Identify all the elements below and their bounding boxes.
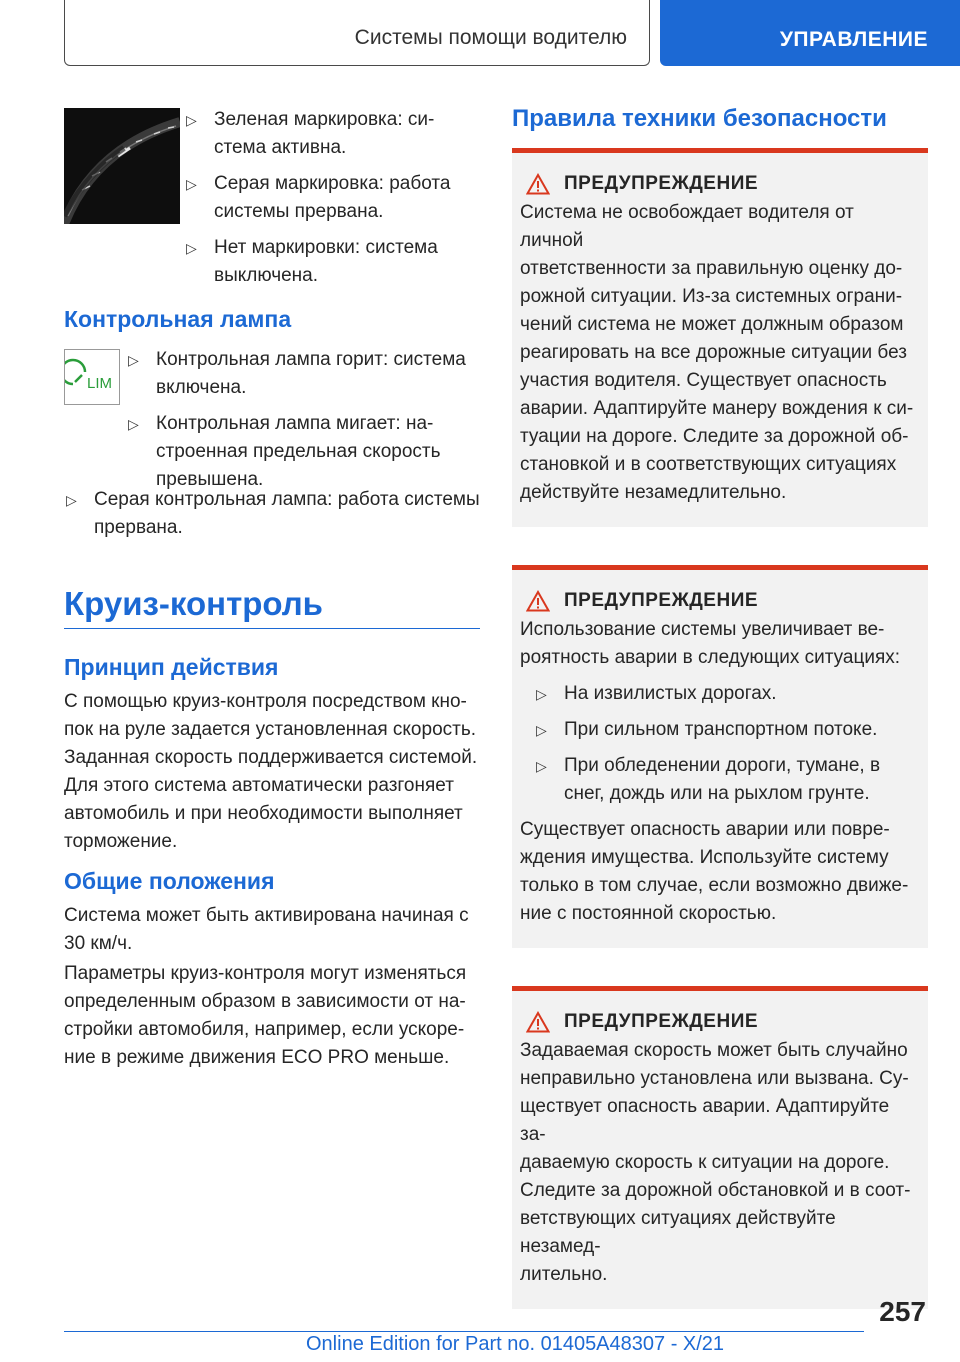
- triangle-bullet-icon: ▷: [536, 758, 547, 774]
- general-text-2: Параметры круиз-контроля могут изменяться определенным образом в зависимости от на- стройки автомобиля, например, если ускоре- ние в режиме движения ECO PRO меньше.: [64, 963, 467, 1068]
- list-item: ▷ Контрольная лампа мигает: на- строенная предельная скорость превышена.: [126, 410, 480, 494]
- warning-box: [512, 565, 928, 948]
- page-header: [0, 0, 960, 66]
- triangle-bullet-icon: ▷: [536, 722, 547, 738]
- list-item: ▷ На извилистых дорогах.: [534, 680, 920, 708]
- chapter-tab[interactable]: [660, 0, 960, 66]
- warning-box: [512, 986, 928, 1309]
- triangle-bullet-icon: ▷: [66, 492, 77, 508]
- warning-text: Задаваемая скорость может быть случайно неправильно установлена или вызвана. Су- ществует опасность аварии. Адаптируйте за- даваемую скорость к ситуации на дороге. Следите за дорожной обстановкой и в соот- ветствующих ситуациях действуйте незамед- лительно.: [520, 1040, 911, 1285]
- lim-indicator-lamp-icon: [64, 349, 120, 405]
- chapter-tab-label: УПРАВЛЕНИЕ: [779, 28, 928, 51]
- list-item: ▷ Серая маркировка: работа системы прервана.: [184, 170, 480, 226]
- speedometer-marking-image: [64, 108, 180, 224]
- warning-title: ПРЕДУПРЕЖДЕНИЕ: [526, 590, 920, 612]
- footer-divider: [64, 1331, 864, 1332]
- cruise-control-title: Круиз-контроль: [64, 585, 323, 622]
- lamp-heading: Контрольная лампа: [64, 306, 292, 332]
- principle-heading: Принцип действия: [64, 654, 279, 680]
- list-item: ▷ Зеленая маркировка: си- стема активна.: [184, 106, 480, 162]
- list-item: ▷ Контрольная лампа горит: система включена.: [126, 346, 480, 402]
- warning-triangle-icon: [526, 1011, 550, 1033]
- list-item: ▷ При сильном транспортном потоке.: [534, 716, 920, 744]
- triangle-bullet-icon: ▷: [186, 176, 197, 192]
- page-number: 257: [879, 1296, 926, 1327]
- triangle-bullet-icon: ▷: [128, 416, 139, 432]
- section-title: Системы помощи водителю: [354, 26, 627, 49]
- lamp-icon-label: LIM: [87, 375, 113, 392]
- safety-heading: Правила техники безопасности: [512, 105, 887, 132]
- general-heading: Общие положения: [64, 868, 275, 894]
- section-title-box: [64, 0, 650, 66]
- warning-triangle-icon: [526, 590, 550, 612]
- lamp-list: [126, 346, 480, 494]
- principle-text: С помощью круиз-контроля посредством кно- пок на руле задается установленная скорость. Заданная скорость поддерживается системой. Для этого система автоматически разгоняет автомобиль и при необходимости выполняет торможение.: [64, 691, 478, 852]
- list-item: ▷ Нет маркировки: система выключена.: [184, 234, 480, 290]
- triangle-bullet-icon: ▷: [186, 112, 197, 128]
- list-item: ▷ При обледенении дороги, тумане, в снег, дождь или на рыхлом грунте.: [534, 752, 920, 808]
- right-column: [512, 96, 928, 1309]
- warning-text: Система не освобождает водителя от личной ответственности за правильную оценку до- рожной ситуации. Из-за системных ограни- чений система не может должным образом реагировать на все дорожные ситуации без участия водителя. Существует опасность аварии. Адаптируйте манеру вождения к си- туации на дороге. Следите за дорожной об- становкой и в соответствующих ситуациях действуйте незамедлительно.: [520, 202, 914, 503]
- warning-list: [520, 680, 920, 808]
- edition-text: Online Edition for Part no. 01405A48307 - X/21: [306, 1333, 725, 1355]
- general-text-1: Система может быть активирована начиная с 30 км/ч.: [64, 905, 469, 954]
- list-item: ▷ Серая контрольная лампа: работа системы прервана.: [64, 486, 480, 542]
- triangle-bullet-icon: ▷: [128, 352, 139, 368]
- warning-box: [512, 148, 928, 527]
- cruise-title-block: [64, 584, 480, 629]
- warning-title: ПРЕДУПРЕЖДЕНИЕ: [526, 1011, 920, 1033]
- triangle-bullet-icon: ▷: [536, 686, 547, 702]
- left-column: [64, 96, 480, 1096]
- warning-outro: Существует опасность аварии или повре- ждения имущества. Используйте систему только в том случае, если возможно движе- ние с постоянной скоростью.: [520, 819, 909, 924]
- warning-intro: Использование системы увеличивает ве- роятность аварии в следующих ситуациях:: [520, 619, 901, 668]
- warning-triangle-icon: [526, 173, 550, 195]
- warning-title: ПРЕДУПРЕЖДЕНИЕ: [526, 173, 920, 195]
- triangle-bullet-icon: ▷: [186, 240, 197, 256]
- marking-list: [184, 106, 480, 290]
